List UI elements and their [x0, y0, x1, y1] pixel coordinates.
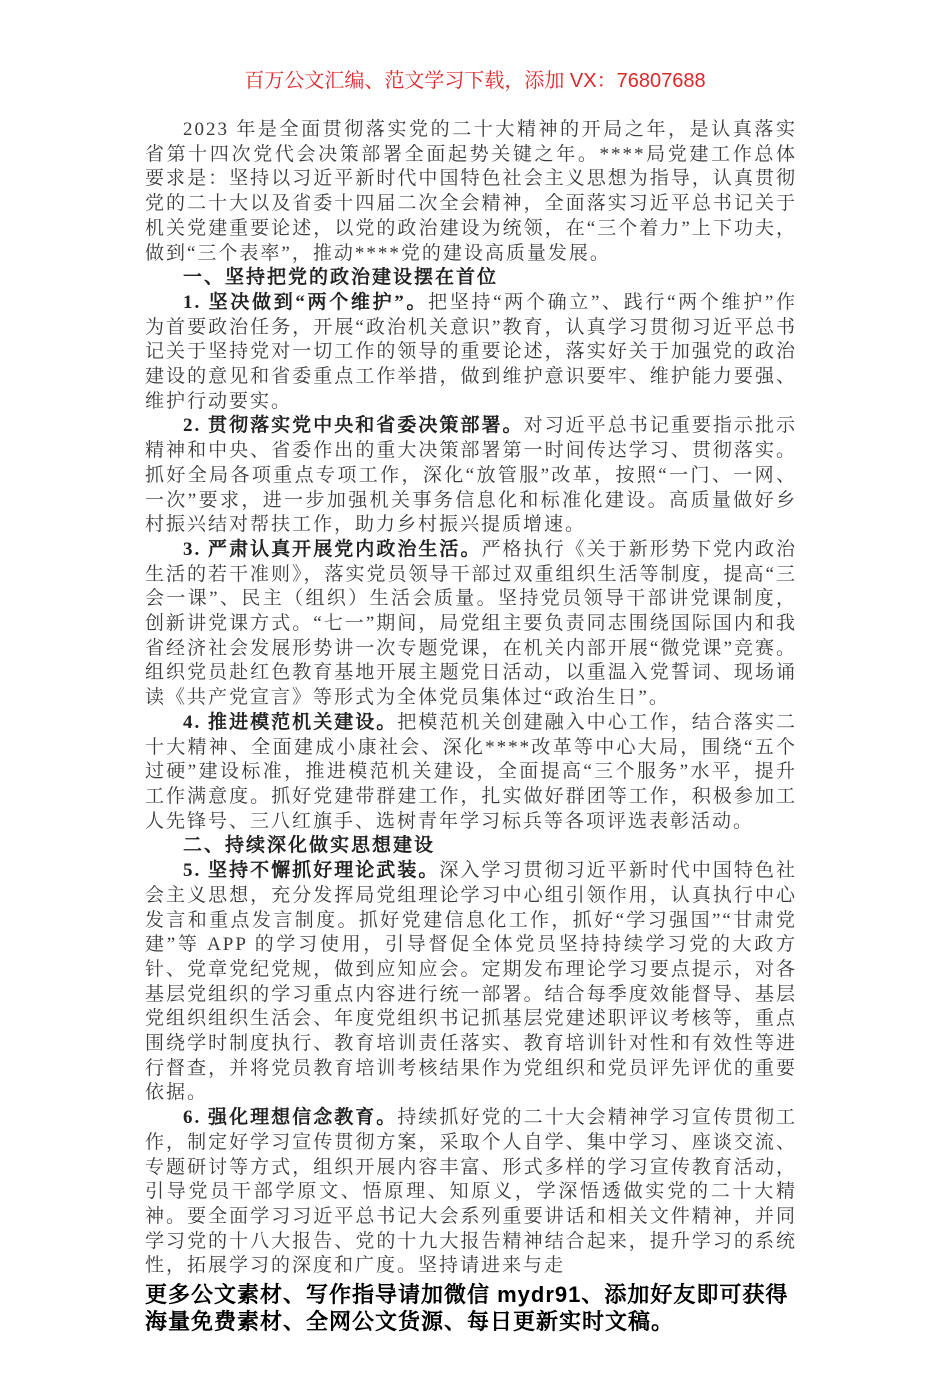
intro-paragraph: 2023 年是全面贯彻落实党的二十大精神的开局之年，是认真落实省第十四次党代会决策部署全面起势关键之年。****局党建工作总体要求是：坚持以习近平新时代中国特色社会主义思想为指导，认真贯彻党的二十大以及省委十四届二次全会精神，全面落实习近平总书记关于机关党建重要论述，以党的政治建设为统领，在“三个着力”上下功夫，做到“三个表率”，推动****党的建设高质量发展。 [145, 119, 797, 264]
item-title: 5. 坚持不懈抓好理论武装。 [183, 860, 440, 882]
item-text: 深入学习贯彻习近平新时代中国特色社会主义思想，充分发挥局党组理论学习中心组引领作用，认真执行中心发言和重点发言制度。抓好党建信息化工作，抓好“学习强国”“甘肃党建”等 APP 的学习使用，引导督促全体党员坚持持续学习党的大政方针、党章党纪党规，做到应知应会。定期发布理论学习要点提示，对各基层党组织的学习重点内容进行统一部署。结合每季度效能督导、基层党组织组织生活会、年度党组织书记抓基层党建述职评议考核等，重点围绕学时制度执行、教育培训责任落实、教育培训针对性和有效性等进行督查，并将党员教育培训考核结果作为党组织和党员评先评优的重要依据。 [145, 860, 797, 1104]
document-body [145, 118, 797, 1279]
item-paragraph [145, 859, 797, 1106]
item-text: 持续抓好党的二十大会精神学习宣传贯彻工作，制定好学习宣传贯彻方案，采取个人自学、集中学习、座谈交流、专题研讨等方式，组织开展内容丰富、形式多样的学习宣传教育活动，引导党员干部学原文、悟原理、知原义，学深悟透做实党的二十大精神。要全面学习习近平总书记大会系列重要讲话和相关文件精神，并同学习党的十八大报告、党的十九大报告精神结合起来，提升学习的系统性，拓展学习的深度和广度。坚持请进来与走 [145, 1107, 797, 1277]
item-text: 严格执行《关于新形势下党内政治生活的若干准则》，落实党员领导干部过双重组织生活等制度，提高“三会一课”、民主（组织）生活会质量。坚持党员领导干部讲党课制度，创新讲党课方式。“七一”期间，局党组主要负责同志围绕国际国内和我省经济社会发展形势讲一次专题党课，在机关内部开展“微党课”竞赛。组织党员赴红色教育基地开展主题党日活动，以重温入党誓词、现场诵读《共产党宣言》等形式为全体党员集体过“政治生日”。 [145, 538, 797, 709]
item-title: 6. 强化理想信念教育。 [183, 1107, 398, 1129]
item-paragraph [145, 414, 797, 538]
section-heading: 二、持续深化做实思想建设 [183, 835, 436, 857]
item-text: 把坚持“两个确立”、践行“两个维护”作为首要政治任务，开展“政治机关意识”教育，认真学习贯彻习近平总书记关于坚持党对一切工作的领导的重要论述，落实好关于加强党的政治建设的意见和省委重点工作举措，做到维护意识要牢、维护能力要强、维护行动要实。 [145, 291, 797, 412]
item-paragraph [145, 1106, 797, 1279]
item-title: 4. 推进模范机关建设。 [183, 711, 398, 733]
item-text: 对习近平总书记重要指示批示精神和中央、省委作出的重大决策部署第一时间传达学习、贯彻落实。抓好全局各项重点专项工作，深化“放管服”改革，按照“一门、一网、一次”要求，进一步加强机关事务信息化和标准化建设。高质量做好乡村振兴结对帮扶工作，助力乡村振兴提质增速。 [145, 415, 797, 536]
item-text: 把模范机关创建融入中心工作，结合落实二十大精神、全面建成小康社会、深化****改革等中心大局，围绕“五个过硬”建设标准，推进模范机关建设，全面提高“三个服务”水平，提升工作满意度。抓好党建带群建工作，扎实做好群团等工作，积极参加工人先锋号、三八红旗手、选树青年学习标兵等各项评选表彰活动。 [145, 711, 797, 832]
item-title: 1. 坚决做到“两个维护”。 [183, 291, 429, 313]
item-paragraph [145, 291, 797, 415]
item-title: 2. 贯彻落实党中央和省委决策部署。 [183, 415, 524, 437]
item-title: 3. 严肃认真开展党内政治生活。 [183, 538, 482, 560]
watermark-banner: 百万公文汇编、范文学习下载，添加 VX：76807688 [244, 70, 706, 92]
promo-footer: 更多公文素材、写作指导请加微信 mydr91、添加好友即可获得海量免费素材、全网公文货源、每日更新实时文稿。 [145, 1282, 789, 1335]
item-paragraph [145, 711, 797, 835]
item-paragraph [145, 538, 797, 711]
section-heading: 一、坚持把党的政治建设摆在首位 [183, 267, 499, 289]
